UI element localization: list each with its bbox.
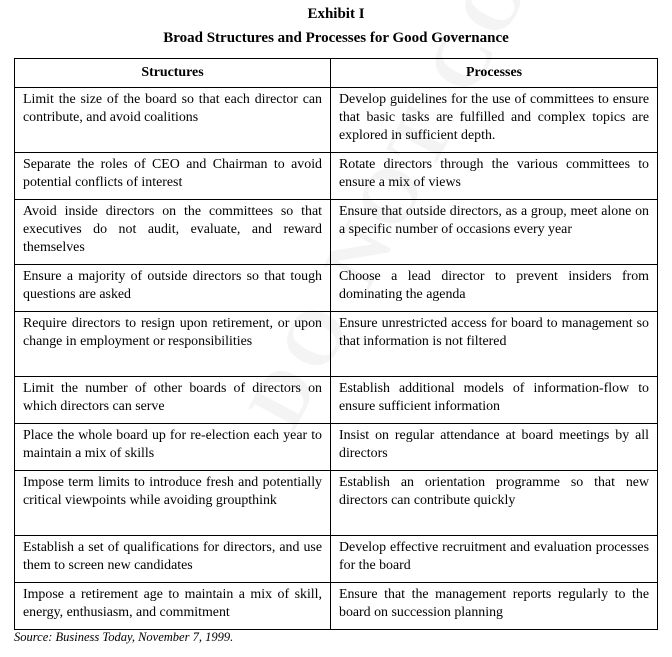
process-cell: Insist on regular attendance at board meetings by all directors: [331, 424, 658, 471]
column-header-structures: Structures: [15, 59, 331, 88]
table-row: [15, 265, 658, 312]
table-row: [15, 424, 658, 471]
structure-cell: Separate the roles of CEO and Chairman to avoid potential conflicts of interest: [15, 153, 331, 200]
process-cell: Establish additional models of information-flow to ensure sufficient information: [331, 377, 658, 424]
structure-cell: Place the whole board up for re-election each year to maintain a mix of skills: [15, 424, 331, 471]
table-row: [15, 377, 658, 424]
process-cell: Ensure that the management reports regularly to the board on succession planning: [331, 583, 658, 630]
exhibit-label: Exhibit I: [307, 6, 365, 22]
structure-cell: Avoid inside directors on the committees so that executives do not audit, evaluate, and reward themselves: [15, 200, 331, 265]
table-header-row: [15, 59, 658, 88]
structure-cell: Require directors to resign upon retirement, or upon change in employment or responsibilities: [15, 312, 331, 377]
structure-cell: Limit the size of the board so that each director can contribute, and avoid coalitions: [15, 88, 331, 153]
page-title: Broad Structures and Processes for Good Governance: [163, 30, 509, 46]
process-cell: Establish an orientation programme so that new directors can contribute quickly: [331, 471, 658, 536]
table-row: [15, 536, 658, 583]
process-cell: Choose a lead director to prevent insiders from dominating the agenda: [331, 265, 658, 312]
structure-cell: Impose term limits to introduce fresh and potentially critical viewpoints while avoiding groupthink: [15, 471, 331, 536]
process-cell: Rotate directors through the various committees to ensure a mix of views: [331, 153, 658, 200]
process-cell: Ensure that outside directors, as a group, meet alone on a specific number of occasions every year: [331, 200, 658, 265]
process-cell: Develop effective recruitment and evaluation processes for the board: [331, 536, 658, 583]
structure-cell: Limit the number of other boards of directors on which directors can serve: [15, 377, 331, 424]
governance-table: [14, 58, 658, 630]
table-row: [15, 471, 658, 536]
process-cell: Ensure unrestricted access for board to management so that information is not filtered: [331, 312, 658, 377]
structure-cell: Ensure a majority of outside directors so that tough questions are asked: [15, 265, 331, 312]
table-row: [15, 583, 658, 630]
table-row: [15, 312, 658, 377]
table-row: [15, 153, 658, 200]
structure-cell: Impose a retirement age to maintain a mix of skill, energy, enthusiasm, and commitment: [15, 583, 331, 630]
table-row: [15, 88, 658, 153]
process-cell: Develop guidelines for the use of committees to ensure that basic tasks are fulfilled and complex topics are explored in sufficient depth.: [331, 88, 658, 153]
table-row: [15, 200, 658, 265]
source-note: Source: Business Today, November 7, 1999.: [14, 630, 234, 644]
column-header-processes: Processes: [331, 59, 658, 88]
structure-cell: Establish a set of qualifications for directors, and use them to screen new candidates: [15, 536, 331, 583]
